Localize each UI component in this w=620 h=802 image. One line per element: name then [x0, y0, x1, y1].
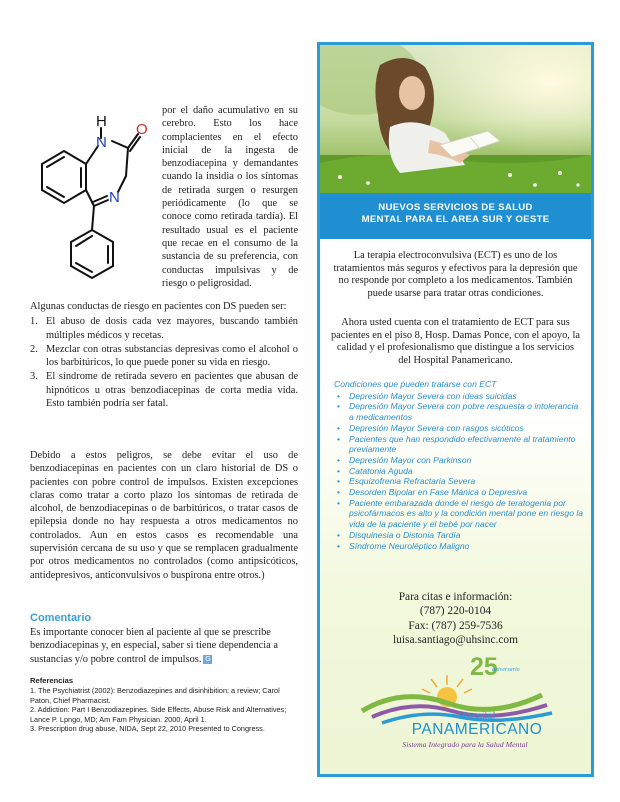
atom-n1: N: [96, 134, 107, 151]
list-item: • Depresión Mayor Severa con rasgos sicóticos: [334, 423, 584, 434]
logo-anniversary-text: aniversario: [492, 667, 520, 673]
list-item: • Depresión Mayor con Parkinson: [334, 455, 584, 466]
list-item: • Depresión Mayor Severa con pobre respuesta o intolerancia a medicamentos: [334, 401, 584, 422]
list-number: 1.: [30, 316, 38, 328]
benzodiazepine-structure: [20, 106, 160, 296]
list-number: 2.: [30, 343, 38, 355]
woman-reading-photo: [320, 45, 591, 193]
body-paragraph: Debido a estos peligros, se debe evitar el uso de benzodiacepinas en pacientes con un claro historial de DS o pacientes con pobre control de impulsos. Existen excepciones claras como tratar a corto plazo los síntomas de retirada de alcohol, de benzodiacepinas o de barbitúricos, o tratar casos de epilepsia donde no hay respuesta a otros medicamentos no controlados. Aun en estos casos es recomendable una supervisión cercana de su uso y que se remplacen gradualmente por otros medicamentos no controlados (como antipsicóticos, antidepresivos, anticonvulsivos o buspirona entre otros.): [30, 450, 298, 581]
email-address[interactable]: luisa.santiago@uhsinc.com: [392, 634, 518, 647]
reference-item: 1. The Psychiatrist (2002): Benzodiazepines and disinhibition: a review; Carol Paton, Chief Pharmacist.: [30, 686, 280, 705]
list-item: • Disquinesia o Distonia Tardía: [334, 530, 584, 541]
list-item: • Pacientes que han respondido efectivamente al tratamiento previamente: [334, 434, 584, 455]
list-item: • Catatonia Aguda: [334, 466, 584, 477]
ect-availability: Ahora usted cuenta con el tratamiento de ECT para sus pacientes en el piso 8, Hosp. Damas Ponce, con el apoyo, la calidad y el profesionalismo que distingue a los servicios del Hospital Panamericano.: [330, 317, 581, 366]
reference-item: 3. Prescription drug abuse, NIDA, Sept 22, 2010 Presented to Congress.: [30, 724, 265, 734]
list-item: • Esquizofrenia Refractaria Severa: [334, 476, 584, 487]
comment-heading: Comentario: [30, 612, 92, 624]
phone-number: (787) 220-0104: [419, 605, 492, 618]
list-item: • Síndrome Neuroléptico Maligno: [334, 541, 584, 552]
logo-hospital-word: Hospital: [458, 711, 496, 722]
references-title: Referencias: [30, 676, 74, 685]
list-item: • Depresión Mayor Severa con ideas suicidas: [334, 391, 584, 402]
fax-number: Fax: (787) 259-7536: [408, 619, 503, 632]
list-text: El abuso de dosis cada vez mayores, buscando también múltiples médicos y recetas.: [46, 316, 298, 341]
ect-intro: La terapia electroconvulsiva (ECT) es uno de los tratamientos más seguros y efectivos para la depresión que no responde por completo a los medicamentos. También puede usarse para tratar otras condiciones.: [333, 250, 578, 299]
hospital-logo: [342, 655, 572, 765]
list-number: 3.: [30, 371, 38, 383]
list-item: • Desorden Bipolar en Fase Mánica o Depresiva: [334, 487, 584, 498]
end-mark-icon: G: [205, 655, 211, 663]
intro-text: por el daño acumulativo en su cerebro. Esto los hace complacientes en el efecto inicial de la ingesta de benzodiacepina y demandantes cuando la insidia o los síntomas de retirada surgen o resurgen periódicamente (lo que se conoce como retirada tardía). El resultado usual es el paciente que recae en el consumo de la sustancia de su preferencia, con conductas impulsivas y de riesgo o peligrosidad.: [162, 105, 298, 289]
list-text: El síndrome de retirada severo en pacientes que abusan de hipnóticos u otras benzodiacepinas de corta media vida. Esto también podría ser fatal.: [46, 371, 298, 410]
risk-section: [30, 300, 298, 411]
list-item: [30, 343, 298, 370]
services-banner: [320, 193, 591, 239]
list-text: Mezclar con otras substancias depresivas como el alcohol o los barbitúricos, lo que puede poner su vida en riesgo.: [46, 343, 298, 369]
conditions-list: [334, 379, 584, 551]
risk-list: [30, 315, 298, 410]
atom-n2: N: [109, 189, 120, 206]
banner-line-1: NUEVOS SERVICIOS DE SALUD: [378, 202, 533, 213]
conditions-title: Condiciones que pueden tratarse con ECT: [334, 379, 497, 389]
list-item: [30, 370, 298, 410]
logo-hospital-name: PANAMERICANO: [411, 721, 543, 738]
hospital-advertisement: [317, 42, 594, 777]
references: [30, 676, 302, 733]
atom-h: H: [96, 113, 107, 130]
banner-line-2: MENTAL PARA EL AREA SUR Y OESTE: [361, 214, 550, 225]
atom-o: O: [136, 121, 148, 138]
logo-tagline: Sistema Integrado para la Salud Mental: [402, 740, 528, 749]
list-item: • Paciente embarazada donde el riesgo de teratogenia por psicofármacos es alto y la condición mental pone en riesgo la vida de la paciente y el bebé por nacer: [334, 498, 584, 530]
reference-item: 2. Addiction: Part I Benzodiazepines. Side Effects, Abuse Risk and Alternatives; Lance P. Lpngo, MD; Am Fam Physician. 2000, April 1.: [30, 705, 287, 724]
logo-anniversary-number: 25: [470, 653, 498, 681]
contact-info: [330, 590, 581, 648]
comment-text: Es importante conocer bien al paciente al que se prescribe benzodiacepinas y, en especial, saber si tiene dependencia a sustancias y/o pobre control de impulsos.: [30, 627, 279, 665]
comment-paragraph: [30, 626, 298, 666]
list-item: [30, 315, 298, 342]
intro-paragraph: [162, 104, 298, 290]
risk-lead: Algunas conductas de riesgo en pacientes con DS pueden ser:: [30, 301, 287, 312]
contact-title: Para citas e información:: [398, 591, 513, 603]
